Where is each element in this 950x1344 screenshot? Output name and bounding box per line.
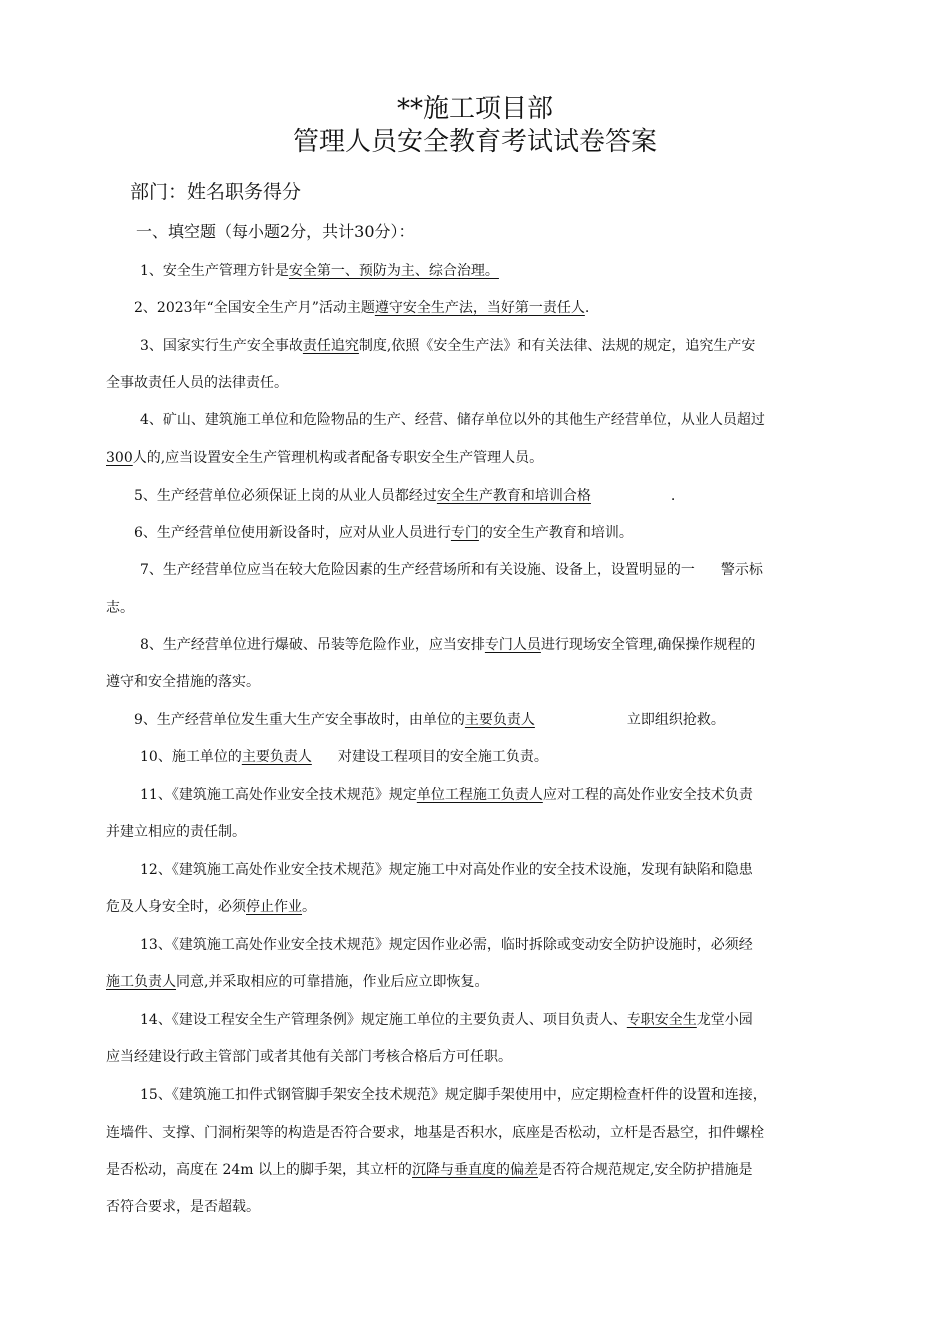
question-text: 龙堂小园 [696,1012,753,1028]
question-6 [134,515,633,552]
question-text: 是否符合规范规定,安全防护措施是 [538,1162,753,1178]
question-4: 4、矿山、建筑施工单位和危险物品的生产、经营、储存单位以外的其他生产经营单位，从业人员超过 [140,412,765,428]
answer-text: 沉降与垂直度的偏差 [412,1162,538,1178]
question-text: . [670,488,676,504]
section-heading: 一、填空题（每小题2分，共计30分）： [136,222,415,241]
question-4-continuation [106,440,543,477]
question-15-line4: 否符合要求，是否超载。 [106,1199,260,1215]
answer-text: 施工负责人 [106,974,176,990]
question-text: 进行现场安全管理,确保操作规程的 [540,637,756,653]
answer-text: 主要负责人 [464,712,535,728]
question-text: 应对工程的高处作业安全技术负责 [542,787,753,803]
question-text: 3、国家实行生产安全事故 [140,338,303,354]
question-1 [140,253,499,290]
question-13: 13、《建筑施工高处作业安全技术规范》规定因作业必需，临时拆除或变动安全防护设施时，必须经 [140,937,753,953]
answer-text: 专门人员 [484,637,541,653]
answer-text: 安全第一、预防为主、综合治理。 [288,263,499,279]
question-3-continuation: 全事故责任人员的法律责任。 [106,375,288,391]
question-text: 5、生产经营单位必须保证上岗的从业人员都经过 [134,488,437,504]
question-14-continuation: 应当经建设行政主管部门或者其他有关部门考核合格后方可任职。 [106,1049,512,1065]
question-8 [140,627,755,664]
page-title-line2: 管理人员安全教育考试试卷答案 [292,127,657,157]
question-7-continuation: 志。 [106,600,134,616]
question-text: 1、安全生产管理方针是 [140,263,289,279]
question-text: 8、生产经营单位进行爆破、吊装等危险作业，应当安排 [140,637,485,653]
answer-text: 单位工程施工负责人 [416,787,543,803]
question-14 [140,1002,753,1039]
question-3 [140,328,755,365]
question-7 [140,552,763,589]
question-text: 。 [302,899,316,915]
question-text: 11、《建筑施工高处作业安全技术规范》规定 [140,787,417,803]
question-text: 人的,应当设置安全生产管理机构或者配备专职安全生产管理人员。 [132,450,544,466]
question-9 [134,702,725,739]
question-12: 12、《建筑施工高处作业安全技术规范》规定施工中对高处作业的安全技术设施，发现有缺陷和隐患 [140,862,753,878]
answer-text: 专门 [450,525,479,541]
question-text: 危及人身安全时，必须 [106,899,246,915]
question-text: 2、2023年“全国安全生产月”活动主题 [134,300,375,316]
answer-text: 300 [106,450,133,466]
question-text: 6、生产经营单位使用新设备时，应对从业人员进行 [134,525,451,541]
question-12-continuation [106,889,316,926]
answer-text: 主要负责人 [241,749,312,765]
question-text: . [584,300,590,316]
question-text: 是否松动，高度在 24m 以上的脚手架，其立杆的 [106,1162,412,1178]
question-15-line3 [106,1152,752,1189]
question-13-continuation [106,964,488,1001]
question-15-line2: 连墙件、支撑、门洞桁架等的构造是否符合要求，地基是否积水，底座是否松动，立杆是否悬空，扣件螺栓 [106,1125,764,1141]
question-text: 对建设工程项目的安全施工负责。 [337,749,548,765]
question-text: 9、生产经营单位发生重大生产安全事故时，由单位的 [134,712,465,728]
question-11 [140,777,753,814]
answer-text: 安全生产教育和培训合格 [436,488,591,504]
question-text: 10、施工单位的 [140,749,242,765]
answer-text: 遵守安全生产法，当好第一责任人 [374,300,585,316]
question-text: 立即组织抢救。 [626,712,725,728]
question-text: 制度,依照《安全生产法》和有关法律、法规的规定，追究生产安 [358,338,756,354]
question-11-continuation: 并建立相应的责任制。 [106,824,246,840]
question-text: 的安全生产教育和培训。 [478,525,633,541]
question-5 [134,478,675,515]
question-2 [134,290,589,327]
question-text: 警示标 [720,562,763,578]
answer-text: 专职安全生 [626,1012,697,1028]
answer-text: 停止作业 [246,899,302,915]
question-text: 7、生产经营单位应当在较大危险因素的生产经营场所和有关设施、设备上，设置明显的一 [140,562,695,578]
dept-name-line: 部门：姓名职务得分 [130,181,302,203]
question-text: 14、《建设工程安全生产管理条例》规定施工单位的主要负责人、项目负责人、 [140,1012,627,1028]
question-10 [140,739,548,776]
question-text: 同意,并采取相应的可靠措施，作业后应立即恢复。 [176,974,489,990]
answer-text: 责任追究 [302,338,359,354]
page-title-line1: **施工项目部 [396,94,553,124]
question-15: 15、《建筑施工扣件式钢管脚手架安全技术规范》规定脚手架使用中，应定期检查杆件的设置和连接， [140,1087,767,1103]
question-8-continuation: 遵守和安全措施的落实。 [106,674,260,690]
